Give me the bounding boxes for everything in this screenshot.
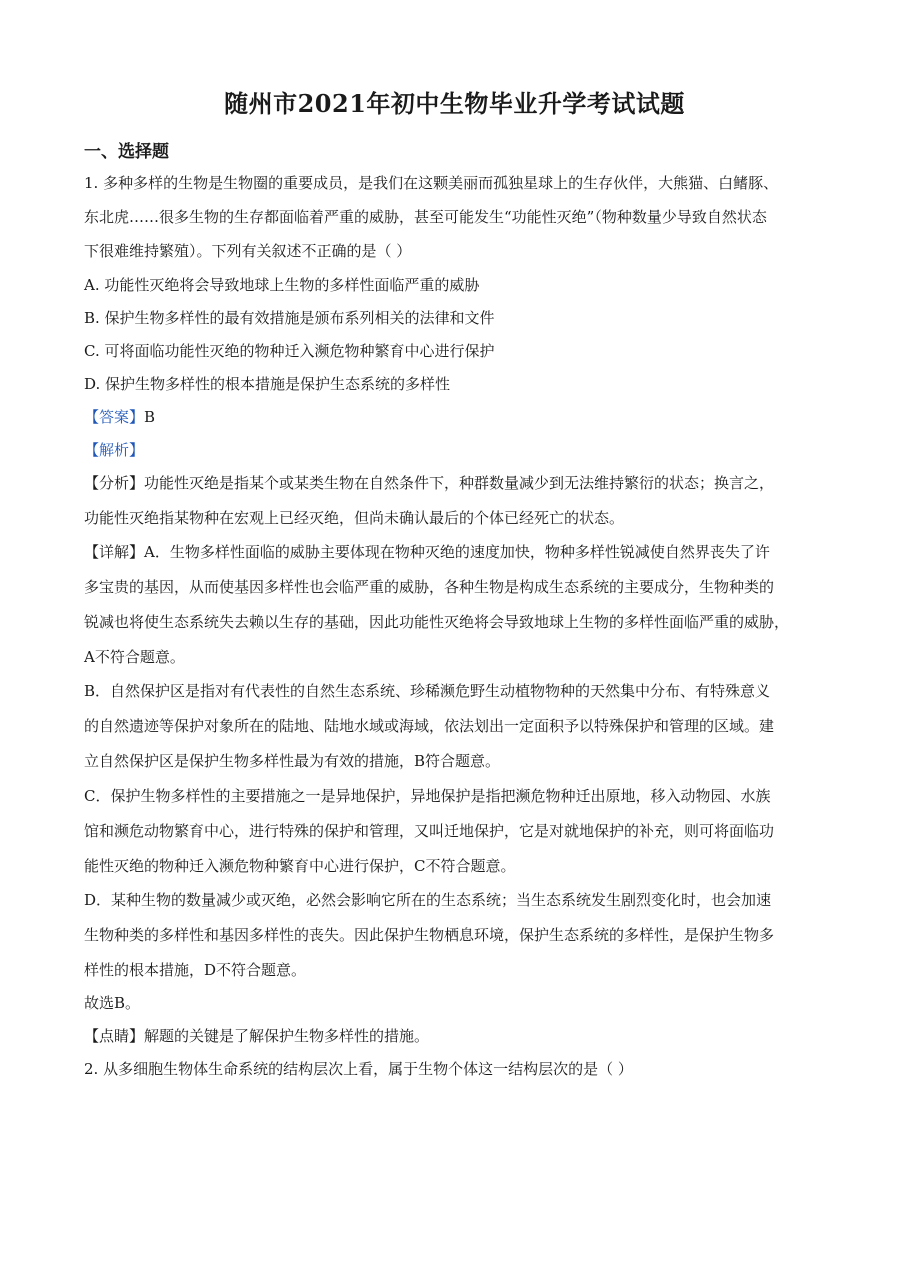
q1-detail-line: 能性灭绝的物种迁入濒危物种繁育中心进行保护，C不符合题意。 [84, 857, 516, 875]
q1-detail-line: A不符合题意。 [84, 648, 185, 666]
q1-option-d: D. 保护生物多样性的根本措施是保护生态系统的多样性 [84, 375, 451, 393]
q1-detail-line: B．自然保护区是指对有代表性的自然生态系统、珍稀濒危野生动植物物种的天然集中分布、有特殊意义 [84, 682, 771, 700]
q1-detail-line: 生物种类的多样性和基因多样性的丧失。因此保护生物栖息环境，保护生态系统的多样性，是保护生物多 [84, 926, 775, 944]
q1-analysis-line: 【分析】功能性灭绝是指某个或某类生物在自然条件下，种群数量减少到无法维持繁衍的状态；换言之， [84, 474, 775, 492]
q1-detail-line: D．某种生物的数量减少或灭绝，必然会影响它所在的生态系统；当生态系统发生剧烈变化时，也会加速 [84, 891, 772, 909]
q1-answer [84, 406, 844, 428]
q1-detail-line: 多宝贵的基因，从而使基因多样性也会临严重的威胁，各种生物是构成生态系统的主要成分，生物种类的 [84, 578, 775, 596]
q1-comment: 【点睛】解题的关键是了解保护生物多样性的措施。 [84, 1027, 430, 1045]
q1-analysis-line: 功能性灭绝指某物种在宏观上已经灭绝，但尚未确认最后的个体已经死亡的状态。 [84, 509, 625, 527]
q1-stem-line: 东北虎……很多生物的生存都面临着严重的威胁，甚至可能发生“功能性灭绝”（物种数量少导致自然状态 [84, 208, 767, 226]
q1-stem-line: 1. 多种多样的生物是生物圈的重要成员，是我们在这颗美丽而孤独星球上的生存伙伴，大熊猫、白鳍豚、 [84, 174, 779, 192]
q1-option-b: B. 保护生物多样性的最有效措施是颁布系列相关的法律和文件 [84, 309, 495, 327]
analysis-tag: 【解析】 [84, 441, 145, 459]
q1-detail-line: 馆和濒危动物繁育中心，进行特殊的保护和管理，又叫迁地保护，它是对就地保护的补充，则可将面临功 [84, 822, 775, 840]
q1-detail-line: 锐减也将使生态系统失去赖以生存的基础，因此功能性灭绝将会导致地球上生物的多样性面临严重的威胁， [84, 613, 790, 631]
q1-option-c: C. 可将面临功能性灭绝的物种迁入濒危物种繁育中心进行保护 [84, 342, 495, 360]
q1-detail-line: 样性的根本措施，D不符合题意。 [84, 961, 307, 979]
answer-tag: 【答案】 [84, 408, 145, 426]
q1-detail-line: 【详解】A．生物多样性面临的威胁主要体现在物种灭绝的速度加快，物种多样性锐减使自然界丧失了许 [84, 543, 770, 561]
q1-detail-line: 的自然遗迹等保护对象所在的陆地、陆地水域或海域，依法划出一定面积予以特殊保护和管理的区域。建 [84, 717, 775, 735]
q1-detail-line: C．保护生物多样性的主要措施之一是异地保护，异地保护是指把濒危物种迁出原地，移入动物园、水族 [84, 787, 771, 805]
q1-conclusion: 故选B。 [84, 994, 141, 1012]
q1-detail-line: 立自然保护区是保护生物多样性最为有效的措施，B符合题意。 [84, 752, 501, 770]
q2-stem: 2. 从多细胞生物体生命系统的结构层次上看，属于生物个体这一结构层次的是（ ） [84, 1060, 633, 1078]
q1-stem-line: 下很难维持繁殖）。下列有关叙述不正确的是（ ） [84, 242, 412, 260]
page-title: 随州市2021年初中生物毕业升学考试试题 [224, 89, 685, 118]
q1-option-a: A. 功能性灭绝将会导致地球上生物的多样性面临严重的威胁 [84, 276, 480, 294]
answer-value: B [144, 408, 156, 426]
section-heading: 一、选择题 [84, 142, 169, 162]
